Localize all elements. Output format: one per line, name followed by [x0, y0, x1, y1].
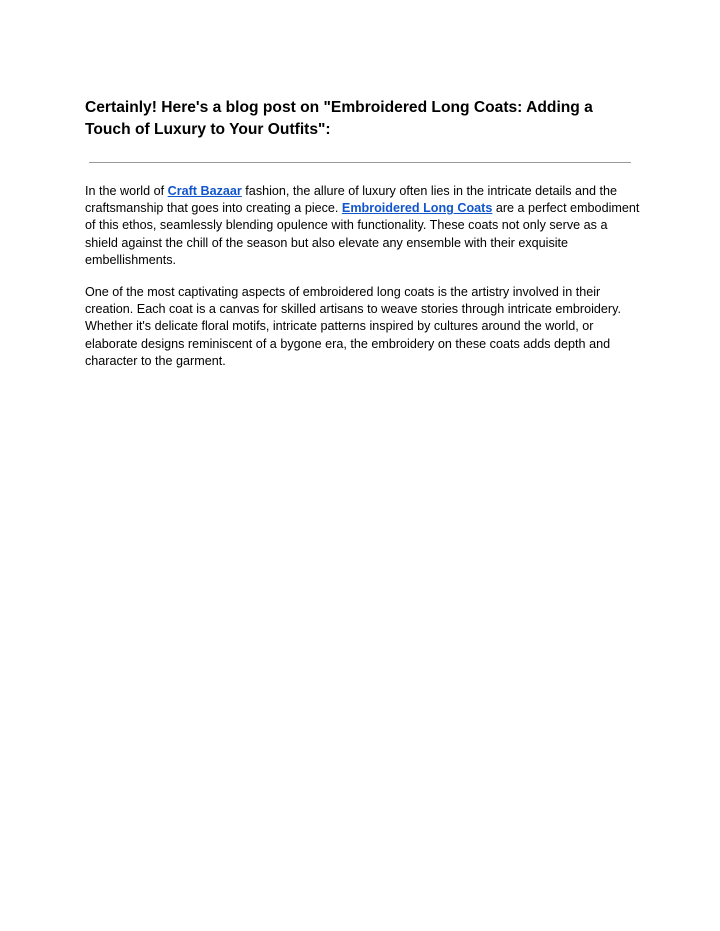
post-title: Certainly! Here's a blog post on "Embroidered Long Coats: Adding a Touch of Luxury to Your Outfits": [85, 99, 593, 138]
paragraph-intro-text-3: are a perfect embodiment of this ethos, seamlessly blending opulence with functionality. These coats not only serve as a shield against the chill of the season but also elevate any ensemble with their exquisite embellishments. [85, 201, 640, 267]
horizontal-divider [89, 162, 631, 163]
paragraph-artistry: One of the most captivating aspects of embroidered long coats is the artistry involved in their creation. Each coat is a canvas for skilled artisans to weave stories through intricate embroidery. Whether it's delicate floral motifs, intricate patterns inspired by cultures around the world, or elaborate designs reminiscent of a bygone era, the embroidery on these coats adds depth and character to the garment. [85, 285, 621, 368]
document-content [85, 97, 640, 368]
craft-bazaar-link[interactable]: Craft Bazaar [167, 184, 242, 198]
embroidered-long-coats-link[interactable]: Embroidered Long Coats [341, 201, 493, 216]
paragraph-intro-text-1: In the world of [85, 184, 168, 198]
paragraph-intro-text-2: fashion, the allure of luxury often lies in the intricate details and the craftsmanship that goes into creating a piece. [85, 184, 618, 216]
paragraph-intro [85, 183, 640, 269]
